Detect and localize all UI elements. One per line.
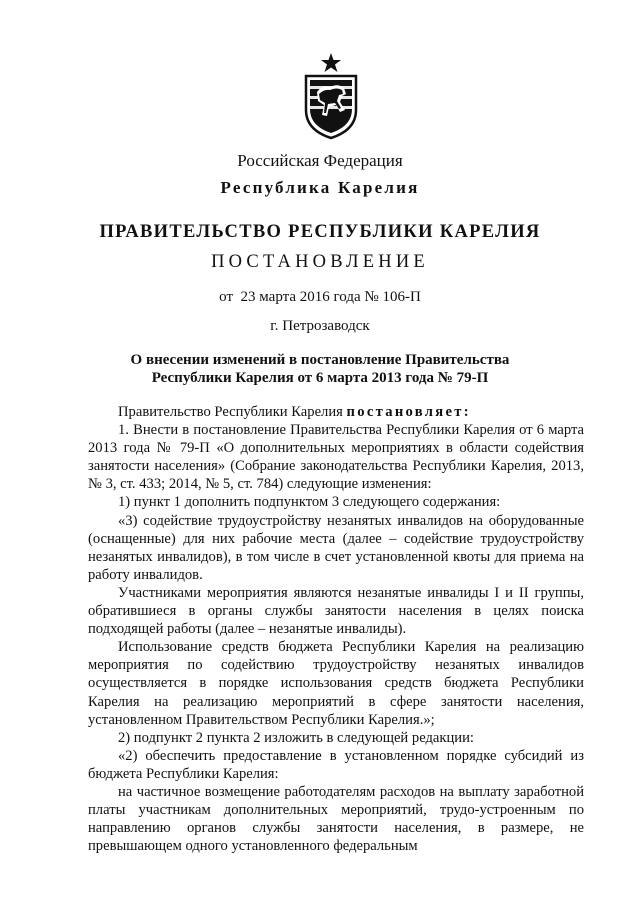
paragraph: Участниками мероприятия являются незанятые инвалиды I и II группы, обратившиеся в органы службы занятости населения в целях поиска подходящей работы (далее – незанятые инвалиды).	[88, 584, 584, 638]
intro-paragraph	[88, 403, 584, 421]
government-name: ПРАВИТЕЛЬСТВО РЕСПУБЛИКИ КАРЕЛИЯ	[99, 222, 541, 242]
document-type: ПОСТАНОВЛЕНИЕ	[211, 252, 429, 272]
document-body	[88, 403, 584, 855]
republic-name: Республика Карелия	[220, 178, 420, 197]
paragraph: 2) подпункт 2 пункта 2 изложить в следующей редакции:	[118, 729, 474, 746]
date-and-number: от 23 марта 2016 года № 106-П	[219, 289, 421, 305]
paragraph: 1. Внести в постановление Правительства Республики Карелия от 6 марта 2013 года № 79-П «О дополнительных мероприятиях в области содействия занятости населения» (Собрание законодательства Республики Карелия, 2013, № 3, ст. 433; 2014, № 5, ст. 784) следующие изменения:	[88, 422, 584, 493]
document-title-line-2: Республики Карелия от 6 марта 2013 года № 79-П	[151, 370, 489, 386]
decree-word: постановляет:	[346, 404, 471, 420]
paragraph: «3) содействие трудоустройству незанятых инвалидов на оборудованные (оснащенные) для них рабочие места (далее – содействие трудоустройству незанятых инвалидов), в том числе в счет установленной квоты для приема на работу инвалидов.	[88, 512, 584, 583]
paragraph: на частичное возмещение работодателям расходов на выплату заработной платы участникам дополнительных мероприятий, трудо-устроенным по направлению органов службы занятости населения, в размере, не превышающем одного установленного федеральным	[88, 783, 584, 855]
intro-prefix: Правительство Республики Карелия	[118, 404, 347, 420]
paragraph: Использование средств бюджета Республики Карелия на реализацию мероприятия по содействию трудоустройству незанятых инвалидов осуществляется в порядке использования средств бюджета Республики Карелия на реализацию мероприятий в сфере занятости населения, установленном Правительством Республики Карелия.»;	[88, 639, 584, 728]
paragraph: «2) обеспечить предоставление в установленном порядке субсидий из бюджета Республики Карелия:	[88, 747, 584, 782]
paragraph: 1) пункт 1 дополнить подпунктом 3 следующего содержания:	[118, 494, 501, 511]
city: г. Петрозаводск	[270, 318, 370, 334]
coat-of-arms-emblem	[302, 52, 360, 140]
country-name: Российская Федерация	[237, 151, 403, 170]
document-title-line-1: О внесении изменений в постановление Правительства	[130, 352, 510, 368]
